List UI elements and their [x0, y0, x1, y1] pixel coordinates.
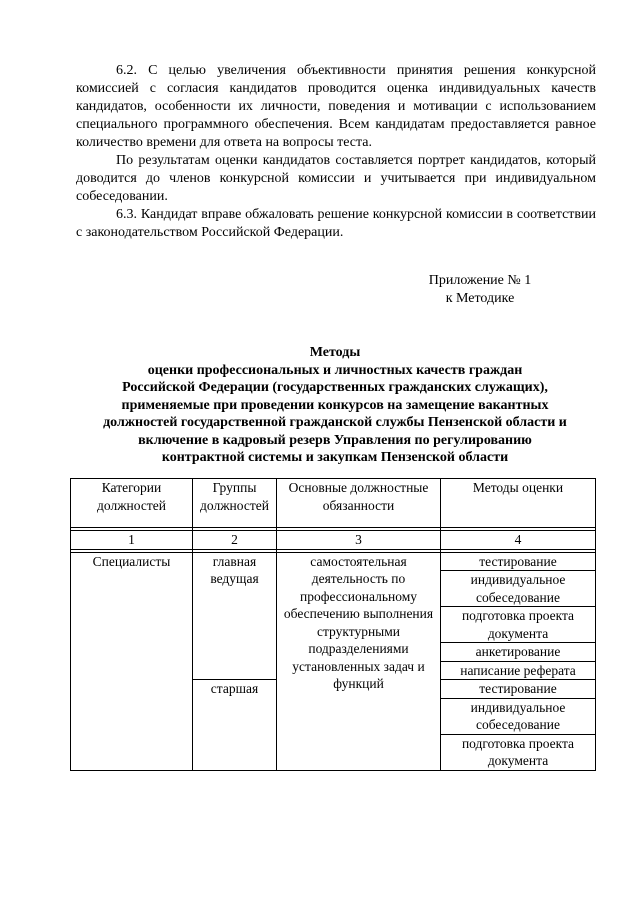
column-number: 2	[193, 531, 277, 550]
title-line-4: применяемые при проведении конкурсов на замещение вакантных	[121, 397, 549, 413]
method-item: тестирование	[441, 553, 595, 572]
title-line-5: должностей государственной гражданской службы Пензенской области и	[103, 415, 567, 430]
title-line-6: включение в кадровый резерв Управления по регулированию	[138, 432, 532, 448]
method-item: индивидуальное собеседование	[441, 699, 595, 735]
method-item: подготовка проекта документа	[441, 607, 595, 643]
method-item: тестирование	[441, 680, 595, 699]
methods-cell-group2	[441, 680, 596, 771]
title-line-2: оценки профессиональных и личностных качеств граждан	[147, 362, 523, 378]
table-header-row	[71, 479, 596, 528]
method-item: анкетирование	[441, 643, 595, 662]
paragraph-6-3: 6.3. Кандидат вправе обжаловать решение конкурсной комиссии в соответствии с законодательством Российской Федерации.	[76, 207, 596, 240]
methods-table	[70, 478, 596, 771]
methods-cell-group1	[441, 552, 596, 680]
group-cell-junior: старшая	[193, 680, 277, 771]
column-number: 1	[71, 531, 193, 550]
table-row	[71, 552, 596, 680]
column-number: 4	[441, 531, 596, 550]
appendix-line-2: к Методике	[445, 291, 515, 306]
paragraph-6-2: 6.2. С целью увеличения объективности принятия решения конкурсной комиссией с согласия кандидатов проводится оценка индивидуальных качеств кандидатов, особенности их личности, поведения и мотивации с использованием специального программного обеспечения. Всем кандидатам предоставляется равное количество времени для ответа на вопросы теста.	[76, 63, 596, 150]
title-line-7: контрактной системы и закупкам Пензенской области	[161, 450, 509, 465]
appendix-reference	[400, 272, 560, 308]
method-item: написание реферата	[460, 662, 576, 678]
group-cell-senior: главная ведущая	[193, 552, 277, 680]
header-duties: Основные должностные обязанности	[277, 479, 441, 528]
duties-cell: самостоятельная деятельность по профессиональному обеспечению выполнения структурными подразделениями установленных задач и функций	[277, 552, 441, 770]
paragraph-portrait: По результатам оценки кандидатов составляется портрет кандидатов, который доводится до членов конкурсной комиссии и учитывается при индивидуальном собеседовании.	[76, 153, 596, 204]
table-number-row	[71, 531, 596, 550]
category-cell: Специалисты	[71, 552, 193, 770]
method-item: индивидуальное собеседование	[441, 571, 595, 607]
appendix-line-1: Приложение № 1	[428, 273, 532, 288]
column-number: 3	[277, 531, 441, 550]
header-categories: Категории должностей	[71, 479, 193, 528]
header-methods: Методы оценки	[441, 479, 596, 528]
header-groups: Группы должностей	[193, 479, 277, 528]
title-line-1: Методы	[309, 345, 361, 360]
title-line-3: Российской Федерации (государственных гражданских служащих),	[122, 380, 548, 395]
document-title	[60, 344, 610, 467]
method-item: подготовка проекта документа	[461, 735, 575, 768]
